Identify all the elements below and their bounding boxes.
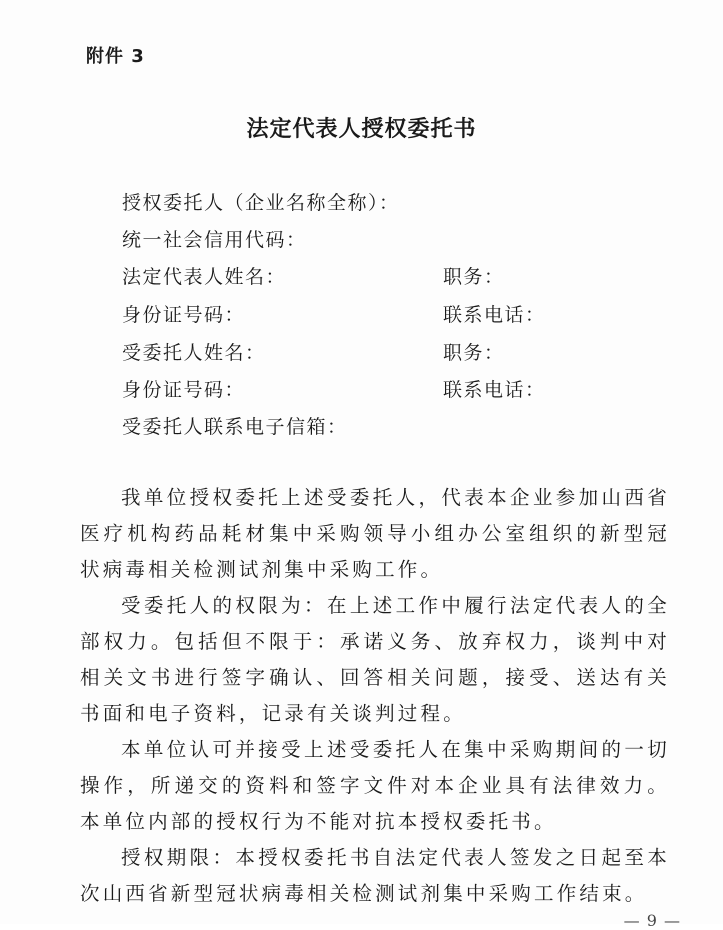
field-credit-code: 统一社会信用代码：: [122, 229, 307, 251]
paragraph-acknowledgement: 本单位认可并接受上述受委托人在集中采购期间的一切操作，所递交的资料和签字文件对本企业具有法律效力。本单位内部的授权行为不能对抗本授权委托书。: [80, 738, 670, 833]
field-legal-rep-position: 职务：: [443, 266, 505, 288]
field-legal-rep-name: 法定代表人姓名：: [122, 266, 287, 288]
page-number: — 9 —: [623, 911, 681, 930]
field-agent-name: 受委托人姓名：: [122, 342, 266, 364]
field-legal-rep-id: 身份证号码：: [122, 304, 246, 326]
attachment-label: 附件 3: [86, 46, 145, 67]
field-principal: 授权委托人（企业名称全称）：: [122, 192, 400, 214]
field-agent-position: 职务：: [443, 342, 505, 364]
paragraph-authorization: 我单位授权委托上述受委托人，代表本企业参加山西省医疗机构药品耗材集中采购领导小组办公室组织的新型冠状病毒相关检测试剂集中采购工作。: [80, 486, 670, 581]
document-title: 法定代表人授权委托书: [246, 117, 477, 142]
field-agent-id: 身份证号码：: [122, 379, 246, 401]
paragraph-scope: 受委托人的权限为：在上述工作中履行法定代表人的全部权力。包括但不限于：承诺义务、放弃权力，谈判中对相关文书进行签字确认、回答相关问题，接受、送达有关书面和电子资料，记录有关谈判过程。: [80, 594, 670, 725]
field-agent-email: 受委托人联系电子信箱：: [122, 416, 348, 438]
field-agent-phone: 联系电话：: [443, 379, 546, 401]
field-legal-rep-phone: 联系电话：: [443, 304, 546, 326]
paragraph-term: 授权期限：本授权委托书自法定代表人签发之日起至本次山西省新型冠状病毒相关检测试剂集中采购工作结束。: [80, 846, 670, 905]
